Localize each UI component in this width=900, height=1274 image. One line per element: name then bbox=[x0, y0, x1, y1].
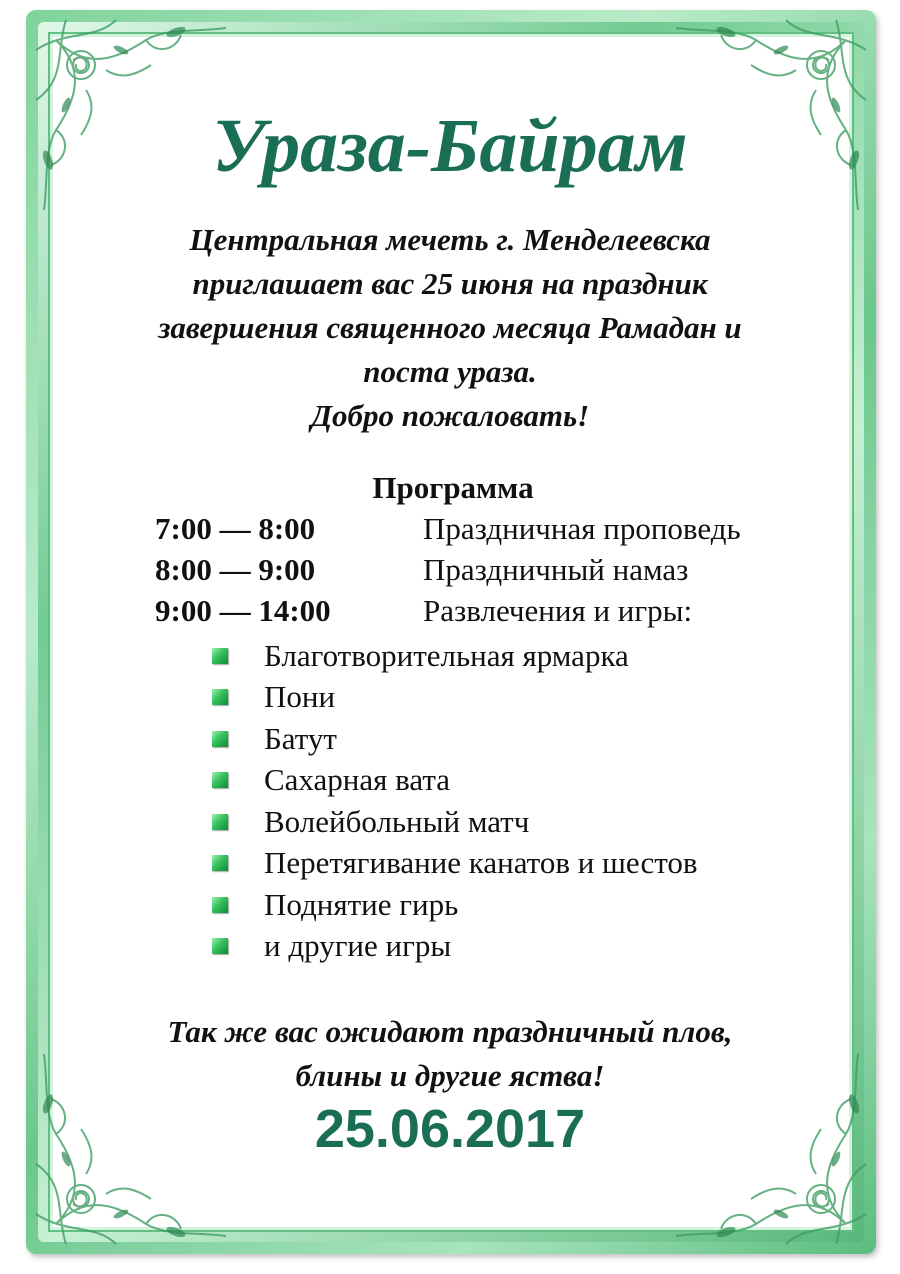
schedule-event: Развлечения и игры: bbox=[423, 592, 693, 628]
green-square-bullet-icon bbox=[212, 731, 228, 747]
schedule-list bbox=[155, 508, 741, 631]
list-item bbox=[212, 801, 698, 843]
footer-line: блины и другие яства! bbox=[295, 1058, 605, 1093]
intro-line: Центральная мечеть г. Менделеевска bbox=[189, 222, 711, 257]
list-item bbox=[212, 884, 698, 926]
list-item bbox=[212, 677, 698, 719]
schedule-time: 9:00 — 14:00 bbox=[155, 592, 331, 628]
green-square-bullet-icon bbox=[212, 814, 228, 830]
intro-line: поста ураза. bbox=[363, 354, 537, 389]
activity-label: Батут bbox=[264, 720, 337, 756]
footer-text bbox=[60, 1010, 840, 1098]
intro-text bbox=[60, 218, 840, 438]
schedule-event: Праздничный намаз bbox=[423, 551, 689, 587]
footer-line: Так же вас ожидают праздничный плов, bbox=[167, 1014, 733, 1049]
green-square-bullet-icon bbox=[212, 855, 228, 871]
list-item bbox=[212, 718, 698, 760]
schedule-event: Праздничная проповедь bbox=[423, 510, 741, 546]
program-heading: Программа bbox=[372, 470, 534, 505]
activity-label: Благотворительная ярмарка bbox=[264, 637, 629, 673]
list-item bbox=[212, 760, 698, 802]
green-square-bullet-icon bbox=[212, 897, 228, 913]
green-square-bullet-icon bbox=[212, 938, 228, 954]
activity-label: и другие игры bbox=[264, 928, 452, 964]
activities-list bbox=[212, 635, 698, 967]
intro-line: завершения священного месяца Рамадан и bbox=[158, 310, 742, 345]
welcome-line: Добро пожаловать! bbox=[310, 398, 590, 433]
activity-label: Пони bbox=[264, 679, 336, 715]
list-item bbox=[212, 926, 698, 968]
schedule-time: 8:00 — 9:00 bbox=[155, 551, 316, 587]
intro-line: приглашает вас 25 июня на праздник bbox=[192, 266, 708, 301]
page-title: Ураза-Байрам bbox=[212, 104, 688, 188]
green-square-bullet-icon bbox=[212, 689, 228, 705]
activity-label: Волейбольный матч bbox=[264, 803, 530, 839]
schedule-time: 7:00 — 8:00 bbox=[155, 510, 316, 546]
event-date: 25.06.2017 bbox=[314, 1099, 586, 1159]
schedule-row bbox=[155, 590, 741, 631]
activity-label: Перетягивание канатов и шестов bbox=[264, 845, 698, 881]
list-item bbox=[212, 843, 698, 885]
activity-label: Сахарная вата bbox=[264, 762, 451, 798]
green-square-bullet-icon bbox=[212, 772, 228, 788]
green-square-bullet-icon bbox=[212, 648, 228, 664]
list-item bbox=[212, 635, 698, 677]
schedule-row bbox=[155, 508, 741, 549]
schedule-row bbox=[155, 549, 741, 590]
activity-label: Поднятие гирь bbox=[264, 886, 459, 922]
